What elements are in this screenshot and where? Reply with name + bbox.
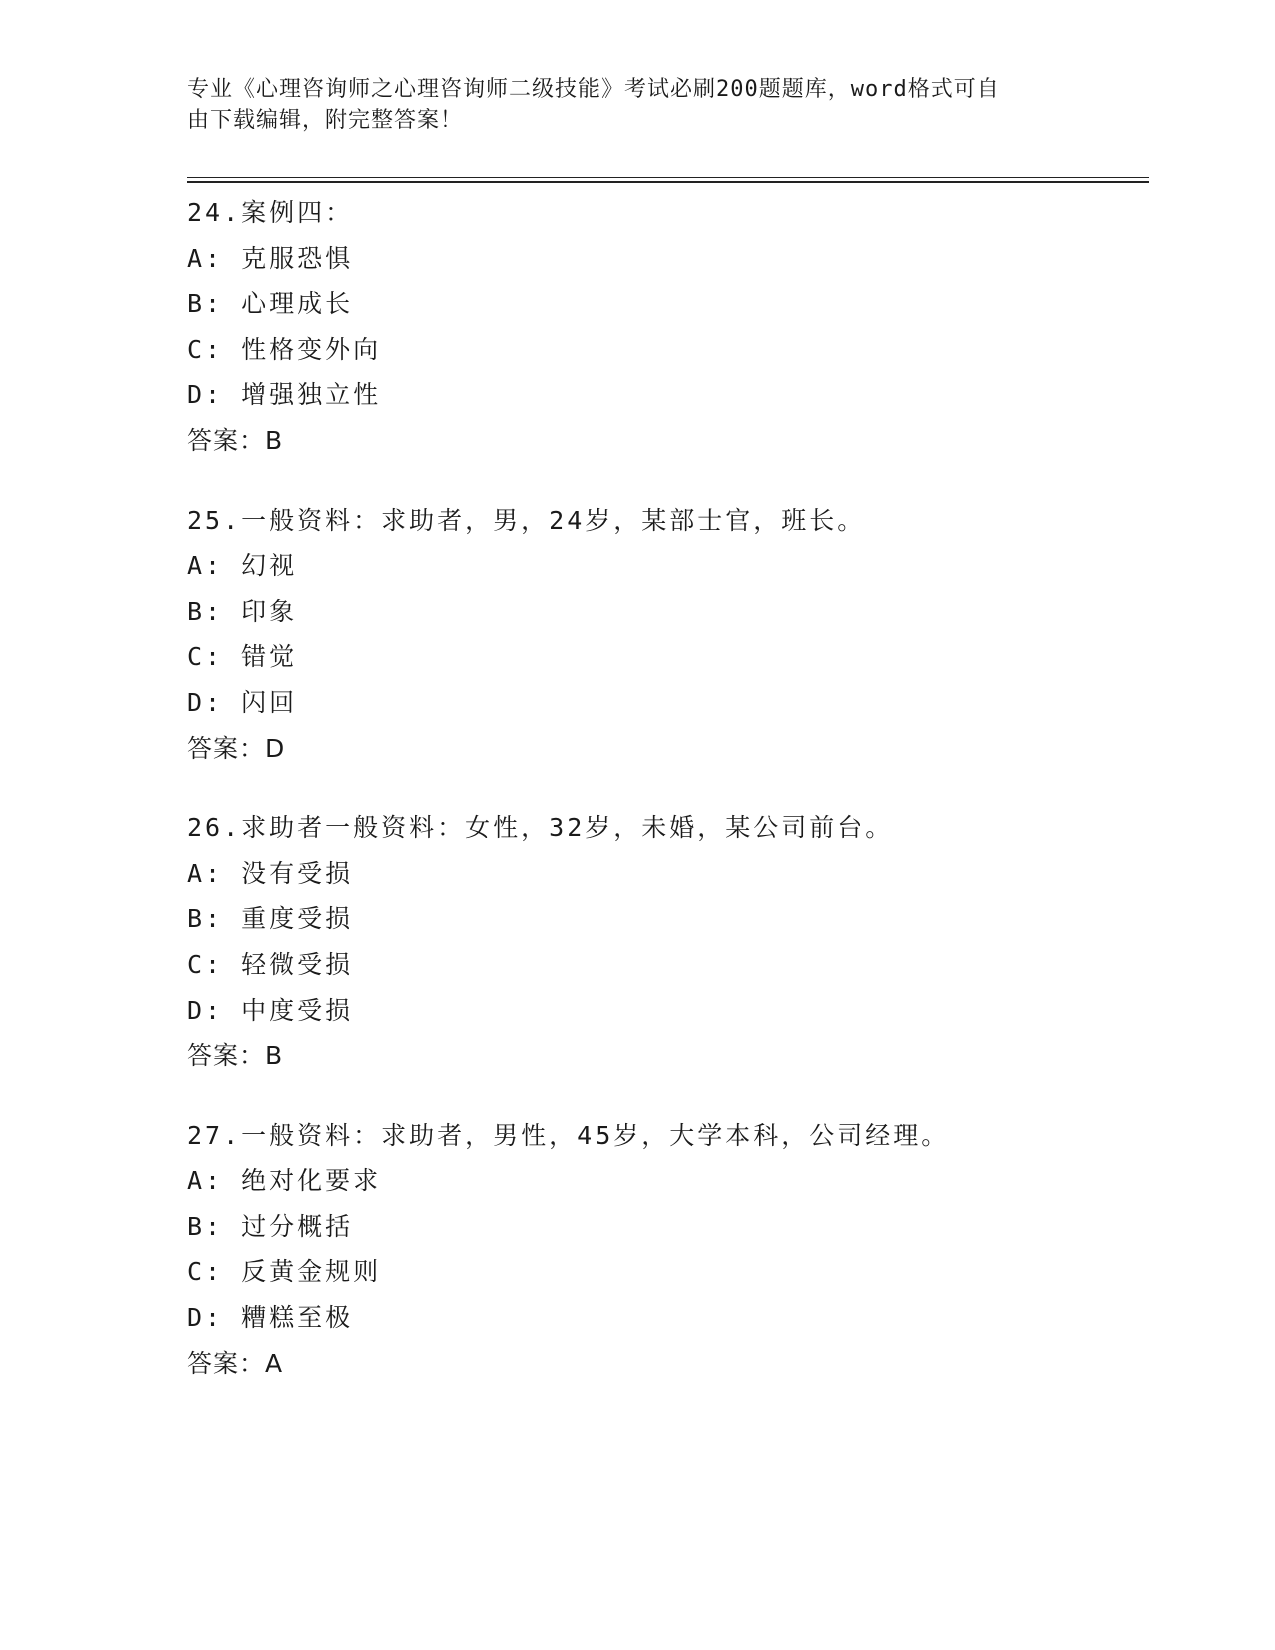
- option-a: A: 克服恐惧: [187, 243, 354, 273]
- option-b: B: 过分概括: [187, 1211, 354, 1241]
- option-d: D: 糟糕至极: [187, 1303, 354, 1333]
- option-d: D: 闪回: [187, 687, 298, 717]
- header-line-2: 由下载编辑，附完整答案！: [187, 108, 464, 133]
- option-c: C: 反黄金规则: [187, 1257, 382, 1287]
- header-line-1: 专业《心理咨询师之心理咨询师二级技能》考试必刷200题题库，word格式可自: [187, 77, 1000, 102]
- option-b: B: 心理成长: [187, 289, 354, 319]
- option-b: B: 印象: [187, 596, 298, 626]
- option-a: A: 没有受损: [187, 858, 354, 888]
- header-divider-thick: [187, 181, 1149, 183]
- answer-line: 答案：A: [187, 1348, 284, 1378]
- answer-line: 答案：D: [187, 733, 286, 763]
- option-d: D: 中度受损: [187, 995, 354, 1025]
- question-stem: 26.求助者一般资料：女性，32岁，未婚，某公司前台。: [187, 813, 894, 843]
- header-divider-thin: [187, 177, 1149, 178]
- question-stem: 24.案例四：: [187, 198, 354, 227]
- question-27: [187, 1113, 1147, 1387]
- option-a: A: 幻视: [187, 551, 298, 581]
- option-a: A: 绝对化要求: [187, 1166, 382, 1196]
- answer-line: 答案：B: [187, 1041, 284, 1071]
- option-c: C: 轻微受损: [187, 949, 354, 979]
- answer-line: 答案：B: [187, 425, 284, 455]
- question-stem: 25.一般资料：求助者，男，24岁，某部士官，班长。: [187, 505, 866, 535]
- option-c: C: 性格变外向: [187, 334, 382, 364]
- option-d: D: 增强独立性: [187, 380, 382, 410]
- question-list: [187, 190, 1147, 1420]
- option-b: B: 重度受损: [187, 904, 354, 934]
- question-stem: 27.一般资料：求助者，男性，45岁，大学本科，公司经理。: [187, 1120, 950, 1150]
- question-24: [187, 190, 1147, 464]
- option-c: C: 错觉: [187, 642, 298, 672]
- document-header: [187, 74, 1067, 136]
- question-26: [187, 805, 1147, 1079]
- question-25: [187, 498, 1147, 772]
